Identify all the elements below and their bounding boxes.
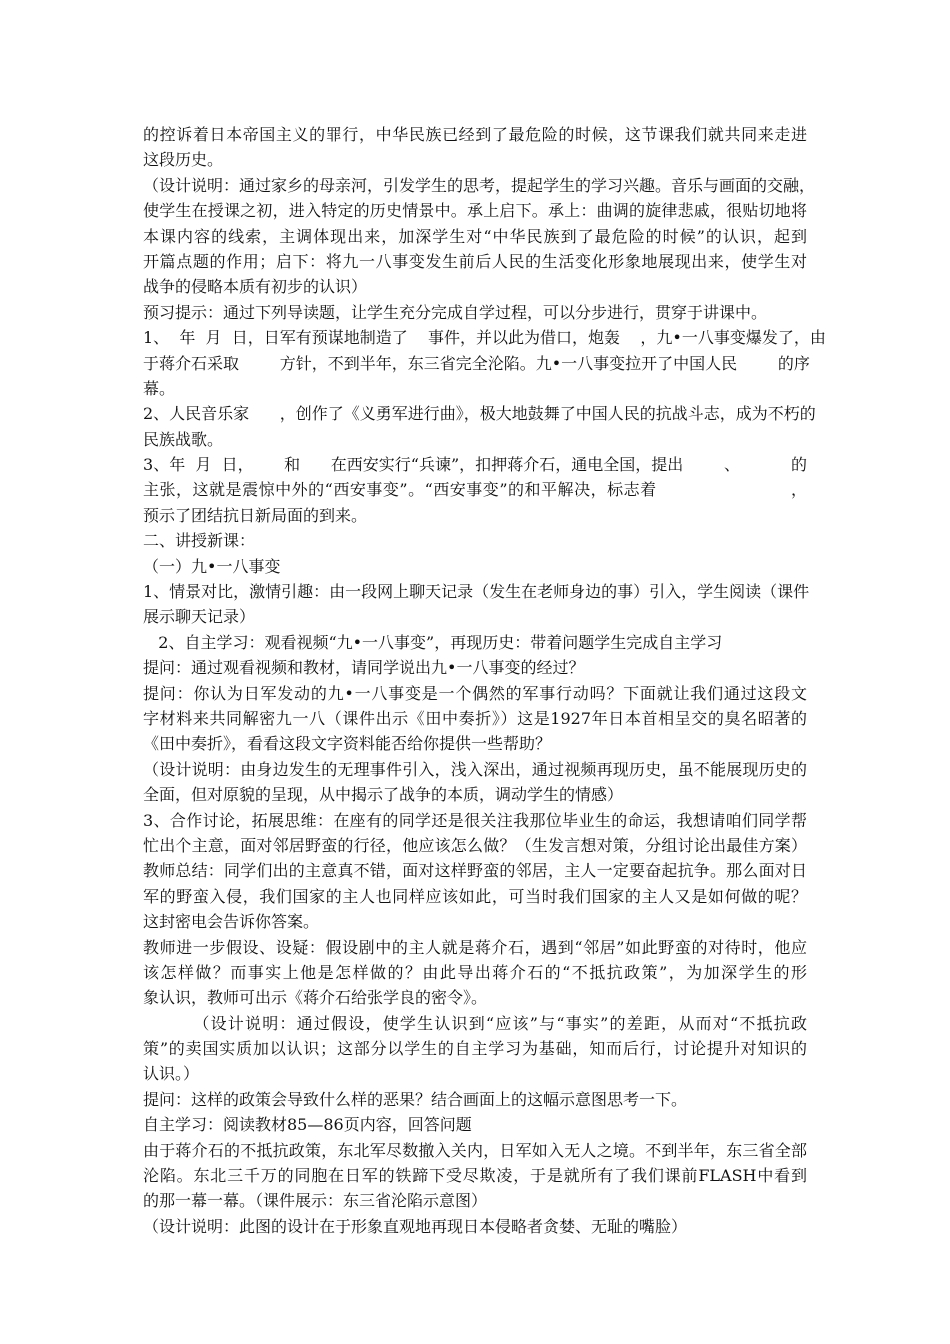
text-line: 提问：通过观看视频和教材，请同学说出九•一八事变的经过？ xyxy=(143,658,585,678)
text-line: 象认识，教师可出示《蒋介石给张学良的密令》。 xyxy=(143,988,488,1008)
text-line: 这段历史。 xyxy=(143,150,224,170)
text-line: 1、情景对比，激情引趣：由一段网上聊天记录（发生在老师身边的事）引入，学生阅读（课件 xyxy=(143,582,810,602)
text-line: 3、合作讨论，拓展思维：在座有的同学还是很关注我那位毕业生的命运，我想请咱们同学帮 xyxy=(143,810,807,830)
text-line: 的那一幕一幕。（课件展示：东三省沦陷示意图） xyxy=(143,1191,488,1211)
text-line: 《田中奏折》，看看这段文字资料能否给你提供一些帮助？ xyxy=(143,734,552,754)
text-line: 开篇点题的作用；启下：将九一八事变发生前后人民的生活变化形象地展现出来，使学生对 xyxy=(143,251,807,271)
text-line: 3、年 月 日， 和 在西安实行“兵谏”，扣押蒋介石，通电全国，提出 、 的 xyxy=(143,455,807,475)
text-line: 幕。 xyxy=(143,378,176,398)
text-line: （设计说明：通过假设，使学生认识到“应该”与“事实”的差距，从而对“不抵抗政 xyxy=(143,1013,807,1033)
text-line: 的控诉着日本帝国主义的罪行，中华民族已经到了最危险的时候，这节课我们就共同来走进 xyxy=(143,125,807,144)
text-line: 军的野蛮入侵，我们国家的主人也同样应该如此，可当时我们国家的主人又是如何做的呢？ xyxy=(143,886,807,906)
text-line: （设计说明：此图的设计在于形象直观地再现日本侵略者贪婪、无耻的嘴脸） xyxy=(143,1216,688,1236)
text-line: 展示聊天记录） xyxy=(143,607,256,627)
text-line: 2、人民音乐家 ，创作了《义勇军进行曲》，极大地鼓舞了中国人民的抗战斗志，成为不朽的 xyxy=(143,404,816,424)
text-line: 2、自主学习：观看视频“九•一八事变”，再现历史：带着问题学生完成自主学习 xyxy=(143,632,723,652)
text-line: 自主学习：阅读教材85—86页内容，回答问题 xyxy=(143,1115,472,1135)
text-line: 民族战歌。 xyxy=(143,429,224,449)
text-line: 于蒋介石采取 方针，不到半年，东三省完全沦陷。九•一八事变拉开了中国人民 的序 xyxy=(143,353,810,373)
text-line: 字材料来共同解密九一八（课件出示《田中奏折》）这是1927年日本首相呈交的臭名昭著的 xyxy=(143,708,807,728)
text-line: 主张，这就是震惊中外的“西安事变”。“西安事变”的和平解决，标志着 ， xyxy=(143,480,807,500)
text-line: 使学生在授课之初，进入特定的历史情景中。承上启下。承上：曲调的旋律悲戚，很贴切地将 xyxy=(143,201,807,221)
text-line: （设计说明：通过家乡的母亲河，引发学生的思考，提起学生的学习兴趣。音乐与画面的交融， xyxy=(143,175,816,195)
text-line: 本课内容的线索，主调体现出来，加深学生对“中华民族到了最危险的时候”的认识，起到 xyxy=(143,226,807,246)
text-line: 由于蒋介石的不抵抗政策，东北军尽数撤入关内，日军如入无人之境。不到半年，东三省全部 xyxy=(143,1140,807,1160)
document-body xyxy=(143,122,826,1239)
text-line: 预示了团结抗日新局面的到来。 xyxy=(143,505,368,525)
text-line: 1、 年 月 日，日军有预谋地制造了 事件，并以此为借口，炮轰 ，九•一八事变爆发了，由 xyxy=(143,328,826,348)
text-line: 教师总结：同学们出的主意真不错，面对这样野蛮的邻居，主人一定要奋起抗争。那么面对日 xyxy=(143,861,807,881)
section-heading: 二、讲授新课： xyxy=(143,531,256,551)
text-line: 该怎样做？而事实上他是怎样做的？由此导出蒋介石的“不抵抗政策”，为加深学生的形 xyxy=(143,962,807,982)
text-line: 预习提示：通过下列导读题，让学生充分完成自学过程，可以分步进行，贯穿于讲课中。 xyxy=(143,302,768,322)
text-line: 提问：这样的政策会导致什么样的恶果？结合画面上的这幅示意图思考一下。 xyxy=(143,1089,688,1109)
text-line: 战争的侵略本质有初步的认识） xyxy=(143,277,368,297)
text-line: （设计说明：由身边发生的无理事件引入，浅入深出，通过视频再现历史，虽不能展现历史的 xyxy=(143,759,807,779)
text-line: 策”的卖国实质加以认识；这部分以学生的自主学习为基础，知而后行，讨论提升对知识的 xyxy=(143,1039,807,1059)
subsection-heading: （一）九•一八事变 xyxy=(143,556,281,576)
text-line: 认识。） xyxy=(143,1064,200,1084)
text-line: 教师进一步假设、设疑：假设剧中的主人就是蒋介石，遇到“邻居”如此野蛮的对待时，他应 xyxy=(143,937,807,957)
text-line: 沦陷。东北三千万的同胞在日军的铁蹄下受尽欺凌，于是就所有了我们课前FLASH中看到 xyxy=(143,1166,807,1186)
text-line: 忙出个主意，面对邻居野蛮的行径，他应该怎么做？（生发言想对策，分组讨论出最佳方案） xyxy=(143,835,807,855)
text-line: 提问：你认为日军发动的九•一八事变是一个偶然的军事行动吗？下面就让我们通过这段文 xyxy=(143,683,807,703)
text-line: 全面，但对原貌的呈现，从中揭示了战争的本质，调动学生的情感） xyxy=(143,785,624,805)
text-line: 这封密电会告诉你答案。 xyxy=(143,912,320,932)
